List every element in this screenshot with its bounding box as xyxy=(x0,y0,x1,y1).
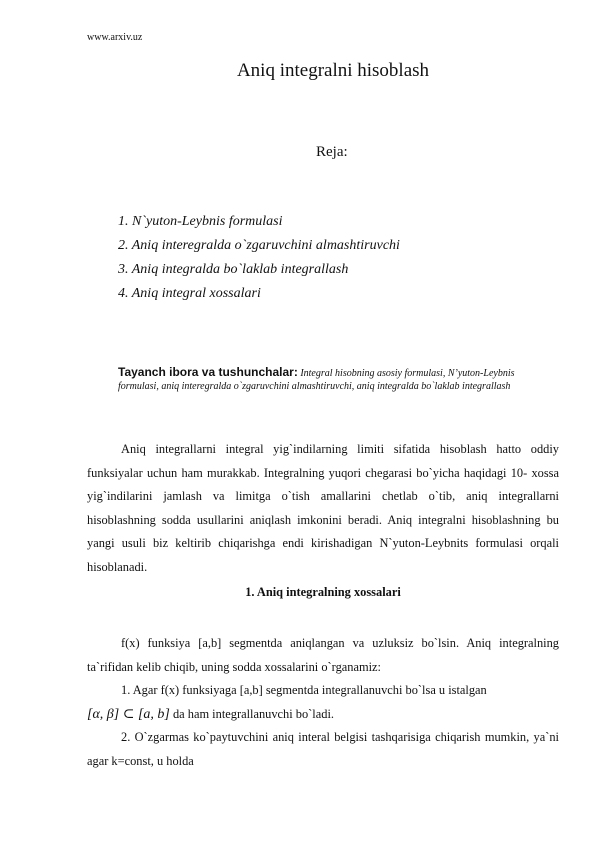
plan-heading: Reja: xyxy=(316,144,348,160)
property-1-tail: da ham integrallanuvchi bo`ladi. xyxy=(169,706,334,721)
intro-paragraph xyxy=(87,438,559,580)
plan-item: 4. Aniq integral xossalari xyxy=(118,286,261,301)
keywords-label: Tayanch ibora va tushunchalar: xyxy=(118,365,298,379)
keywords-text: Integral hisobning asosiy formulasi, N’yuton-Leybnis formulasi, aniq interegralda o`zgaruvchini almashtiruvchi, aniq integralda bo`laklab integrallash xyxy=(118,368,515,392)
plan-item: 1. N`yuton-Leybnis formulasi xyxy=(118,214,283,229)
section-heading: 1. Aniq integralning xossalari xyxy=(245,585,401,599)
properties-block xyxy=(87,632,559,774)
property-1-cont xyxy=(87,703,559,727)
property-1 xyxy=(87,679,559,703)
section-intro-text: f(x) funksiya [a,b] segmentda aniqlangan va uzluksiz bo`lsin. Aniq integralning ta`rifidan kelib chiqib, uning sodda xossalarini o`rganamiz: xyxy=(87,636,559,674)
plan-item: 2. Aniq interegralda o`zgaruvchini almashtiruvchi xyxy=(118,238,400,253)
section-intro xyxy=(87,632,559,679)
property-2-text: 2. O`zgarmas ko`paytuvchini aniq interal belgisi tashqarisiga chiqarish mumkin, ya`ni agar k=const, u holda xyxy=(87,730,559,768)
intro-text: Aniq integrallarni integral yig`indilarning limiti sifatida hisoblash hatto oddiy funksiyalar uchun ham murakkab. Integralning yuqori chegarasi bo`yicha haqidagi 10- xossa yig`indilarini jamlash va limitga o`tish amallarini chetlab o`tib, aniq integrallarni hisoblashning sodda usullarini aniqlash imkonini beradi. Aniq integralni hisoblashning bu yangi usuli biz keltirib chiqarishga endi kirishadigan N`yuton-Leybnits formulasi orqali hisoblanadi. xyxy=(87,442,559,574)
plan-list xyxy=(118,210,400,306)
property-1-text: 1. Agar f(x) funksiyaga [a,b] segmentda integrallanuvchi bo`lsa u istalgan xyxy=(121,683,487,698)
plan-item: 3. Aniq integralda bo`laklab integrallash xyxy=(118,262,349,277)
page-title: Aniq integralni hisoblash xyxy=(236,60,430,81)
site-url[interactable]: www.arxiv.uz xyxy=(87,32,143,43)
keywords-block xyxy=(118,366,538,393)
interval-math: [α, β] ⊂ [a, b] xyxy=(87,706,170,722)
property-2 xyxy=(87,726,559,773)
